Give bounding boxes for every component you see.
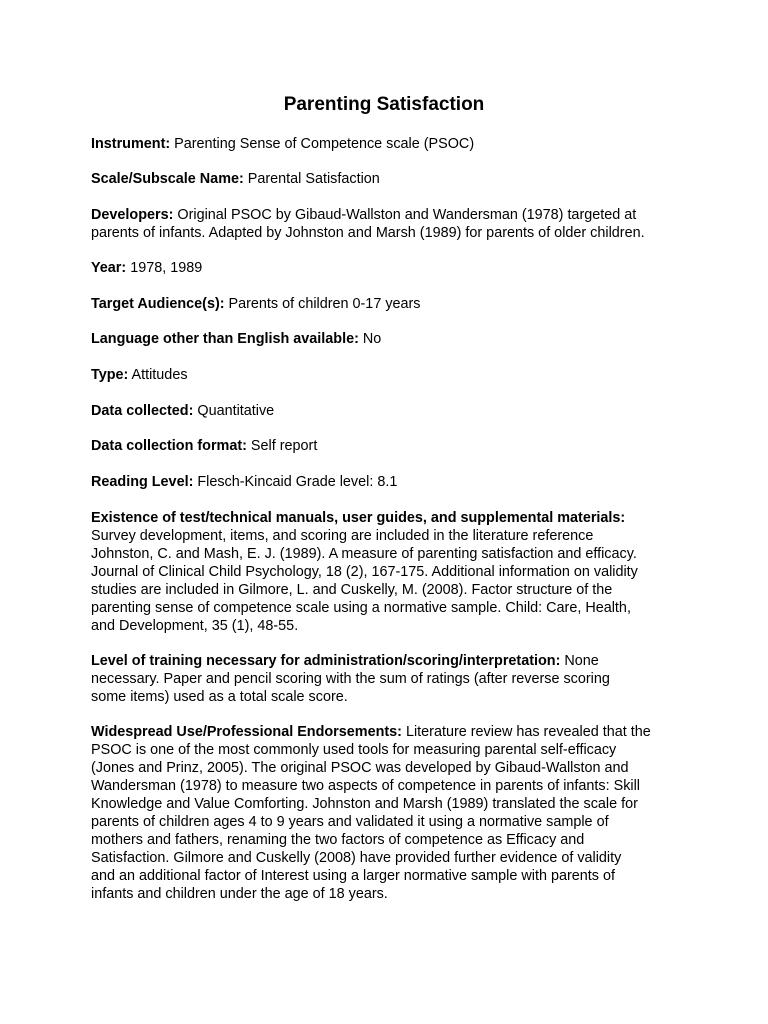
field-value: Original PSOC by Gibaud-Wallston and Wandersman (1978) targeted at bbox=[173, 207, 637, 223]
field-value: Satisfaction. Gilmore and Cuskelly (2008) have provided further evidence of validity bbox=[91, 850, 622, 866]
field-label: Target Audience(s): bbox=[91, 296, 225, 312]
field-level-of-training bbox=[91, 652, 691, 706]
field-line bbox=[91, 402, 691, 420]
field-value: None bbox=[560, 653, 599, 669]
field-line bbox=[91, 330, 691, 348]
field-value: Literature review has revealed that the bbox=[401, 724, 651, 740]
field-value: Parenting Sense of Competence scale (PSOC) bbox=[170, 136, 475, 152]
field-label: Data collection format: bbox=[91, 438, 247, 454]
field-value: Quantitative bbox=[193, 403, 275, 419]
field-value: parents of children ages 4 to 9 years and validated it using a normative sample of bbox=[91, 814, 609, 830]
field-label: Developers: bbox=[91, 207, 174, 223]
field-value: Flesch-Kincaid Grade level: 8.1 bbox=[193, 474, 398, 490]
field-label: Year: bbox=[91, 260, 127, 276]
field-line bbox=[91, 723, 691, 741]
field-value: mothers and fathers, renaming the two factors of competence as Efficacy and bbox=[91, 832, 585, 848]
field-value: 1978, 1989 bbox=[126, 260, 203, 276]
field-language bbox=[91, 330, 691, 348]
field-line bbox=[91, 295, 691, 313]
field-value: Attitudes bbox=[128, 367, 188, 383]
field-value: Wandersman (1978) to measure two aspects of competence in parents of infants: Skill bbox=[91, 778, 640, 794]
field-value: parenting sense of competence scale using a normative sample. Child: Care, Health, bbox=[91, 600, 631, 616]
field-data-collection-format bbox=[91, 437, 691, 455]
field-widespread-use bbox=[91, 723, 691, 903]
field-value: (Jones and Prinz, 2005). The original PSOC was developed by Gibaud-Wallston and bbox=[91, 760, 629, 776]
field-value: Knowledge and Value Comforting. Johnston and Marsh (1989) translated the scale for bbox=[91, 796, 638, 812]
field-label: Level of training necessary for administration/scoring/interpretation: bbox=[91, 653, 561, 669]
field-label: Instrument: bbox=[91, 136, 171, 152]
field-value: Self report bbox=[246, 438, 318, 454]
field-label: Existence of test/technical manuals, user guides, and supplemental materials: bbox=[91, 510, 626, 526]
field-line bbox=[91, 135, 691, 153]
field-value: Journal of Clinical Child Psychology, 18 (2), 167-175. Additional information on validity bbox=[91, 564, 638, 580]
field-year bbox=[91, 259, 691, 277]
field-line bbox=[91, 366, 691, 384]
field-value: parents of infants. Adapted by Johnston and Marsh (1989) for parents of older children. bbox=[91, 225, 645, 241]
field-line bbox=[91, 509, 691, 527]
field-label: Reading Level: bbox=[91, 474, 194, 490]
field-line bbox=[91, 652, 691, 670]
field-value: Survey development, items, and scoring are included in the literature reference bbox=[91, 528, 594, 544]
field-label: Widespread Use/Professional Endorsements: bbox=[91, 724, 402, 740]
field-line bbox=[91, 259, 691, 277]
field-type bbox=[91, 366, 691, 384]
field-value: Parents of children 0-17 years bbox=[224, 296, 421, 312]
field-value: necessary. Paper and pencil scoring with the sum of ratings (after reverse scoring bbox=[91, 671, 610, 687]
field-target-audience bbox=[91, 295, 691, 313]
field-value: Parental Satisfaction bbox=[243, 171, 380, 187]
field-scale-subscale-name bbox=[91, 170, 691, 188]
field-developers bbox=[91, 206, 691, 242]
field-value: PSOC is one of the most commonly used tools for measuring parental self-efficacy bbox=[91, 742, 617, 758]
field-label: Type: bbox=[91, 367, 129, 383]
field-existence-of-manuals bbox=[91, 509, 691, 635]
document-title: Parenting Satisfaction bbox=[283, 94, 485, 115]
field-value: and an additional factor of Interest using a larger normative sample with parents of bbox=[91, 868, 615, 884]
field-label: Language other than English available: bbox=[91, 331, 359, 347]
field-value: Johnston, C. and Mash, E. J. (1989). A measure of parenting satisfaction and efficacy. bbox=[91, 546, 637, 562]
field-line bbox=[91, 473, 691, 491]
field-line bbox=[91, 170, 691, 188]
field-instrument bbox=[91, 135, 691, 153]
field-value: some items) used as a total scale score. bbox=[91, 689, 348, 705]
field-line bbox=[91, 206, 691, 224]
field-reading-level bbox=[91, 473, 691, 491]
field-value: studies are included in Gilmore, L. and Cuskelly, M. (2008). Factor structure of the bbox=[91, 582, 613, 598]
field-value: infants and children under the age of 18 years. bbox=[91, 886, 388, 902]
field-data-collected bbox=[91, 402, 691, 420]
field-value: and Development, 35 (1), 48-55. bbox=[91, 618, 299, 634]
field-label: Scale/Subscale Name: bbox=[91, 171, 244, 187]
field-line bbox=[91, 437, 691, 455]
field-label: Data collected: bbox=[91, 403, 194, 419]
field-value: No bbox=[358, 331, 382, 347]
